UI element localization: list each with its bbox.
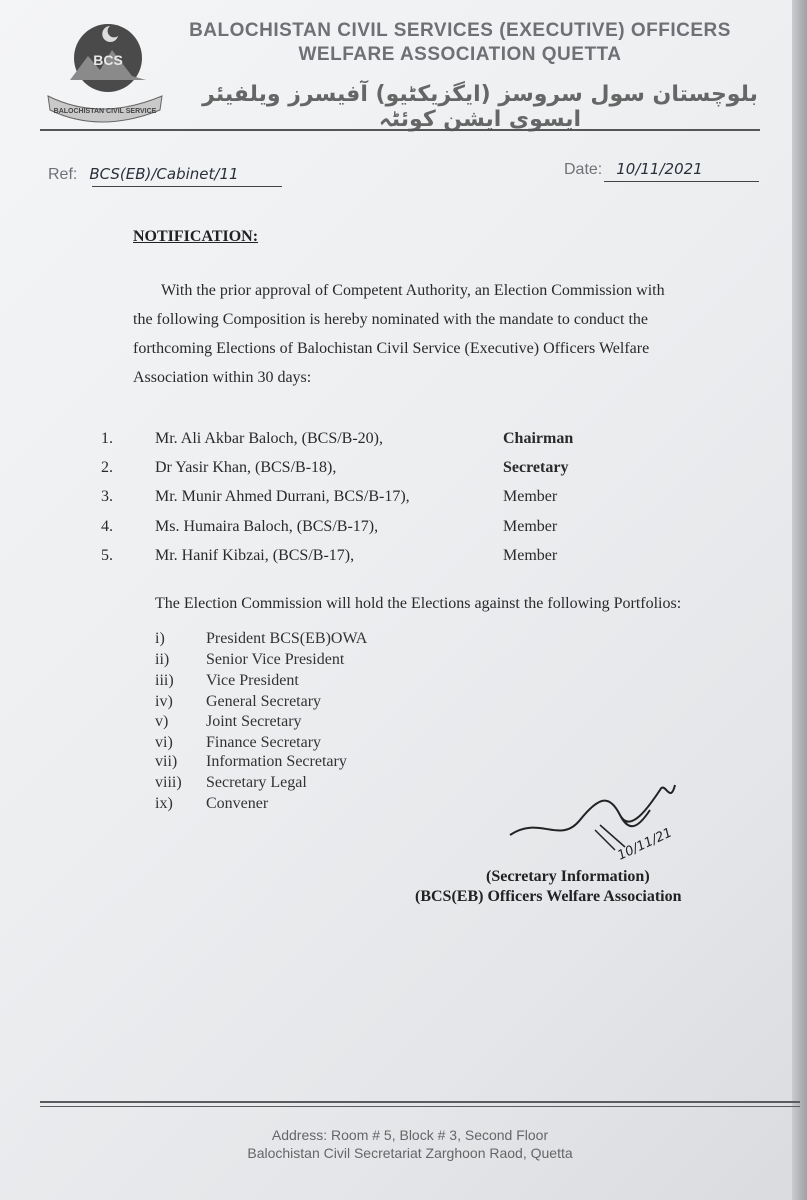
member-role: Member <box>503 547 558 564</box>
portfolio-item <box>0 753 807 774</box>
member-number: 4. <box>101 518 113 535</box>
portfolio-name: Finance Secretary <box>206 734 322 751</box>
member-row <box>0 547 807 571</box>
member-name: Dr Yasir Khan, (BCS/B-18), <box>155 459 337 476</box>
member-row <box>0 459 807 483</box>
member-name: Mr. Ali Akbar Baloch, (BCS/B-20), <box>155 430 383 447</box>
portfolio-number: ix) <box>155 795 173 812</box>
paragraph-line: Association within 30 days: <box>133 369 312 386</box>
portfolio-item <box>0 651 807 672</box>
portfolio-number: iv) <box>155 693 173 710</box>
paper-edge <box>792 0 807 1200</box>
paragraph-line: With the prior approval of Competent Authority, an Election Commission with <box>161 282 665 299</box>
member-role: Member <box>503 488 558 505</box>
member-number: 1. <box>101 430 113 447</box>
ref-underline <box>92 186 282 187</box>
portfolio-number: i) <box>155 630 165 647</box>
member-number: 5. <box>101 547 113 564</box>
signatory-organization: (BCS(EB) Officers Welfare Association <box>415 888 682 905</box>
footer-address-line-1: Address: Room # 5, Block # 3, Second Floor <box>271 1127 549 1143</box>
signatory-title: (Secretary Information) <box>486 868 650 885</box>
org-name-line-1: BALOCHISTAN CIVIL SERVICES (EXECUTIVE) OFFICERS <box>189 20 731 41</box>
footer-divider <box>40 1101 800 1103</box>
member-number: 3. <box>101 488 113 505</box>
signature-date: 10/11/21 <box>615 825 675 864</box>
portfolio-name: Convener <box>206 795 269 812</box>
ref-value: BCS(EB)/Cabinet/11 <box>89 165 239 183</box>
portfolios-intro: The Election Commission will hold the Elections against the following Portfolios: <box>155 595 682 612</box>
portfolio-name: President BCS(EB)OWA <box>206 630 368 647</box>
member-role: Member <box>503 518 558 535</box>
notification-paragraph <box>133 276 733 392</box>
member-row <box>0 430 807 454</box>
notification-heading: NOTIFICATION: <box>133 228 259 245</box>
member-name: Mr. Munir Ahmed Durrani, BCS/B-17), <box>155 488 410 505</box>
portfolio-number: viii) <box>155 774 182 791</box>
date-label: Date: <box>564 161 603 178</box>
portfolio-item <box>0 693 807 714</box>
org-name-urdu: بلوچستان سول سروسز (ایگزیکٹیو) آفیسرز ویلفیئر ایسوی ایشن کوئٹہ <box>202 82 758 132</box>
portfolio-name: Senior Vice President <box>206 651 345 668</box>
member-role: Chairman <box>503 430 574 447</box>
member-role: Secretary <box>503 459 569 476</box>
seal-text: BALOCHISTAN CIVIL SERVICE <box>53 108 157 115</box>
member-row <box>0 518 807 542</box>
portfolio-name: Joint Secretary <box>206 713 302 730</box>
ref-field <box>48 165 239 184</box>
portfolio-name: Vice President <box>206 672 299 689</box>
portfolio-number: iii) <box>155 672 174 689</box>
paragraph-line: forthcoming Elections of Balochistan Civil Service (Executive) Officers Welfare <box>133 340 650 357</box>
footer-divider-thin <box>40 1106 800 1107</box>
portfolio-item <box>0 672 807 693</box>
portfolio-item <box>0 713 807 734</box>
handwritten-signature <box>500 775 730 875</box>
org-name-line-2: WELFARE ASSOCIATION QUETTA <box>298 44 622 65</box>
portfolio-name: General Secretary <box>206 693 322 710</box>
date-underline <box>604 181 759 182</box>
bcs-logo <box>40 10 170 130</box>
header-divider <box>40 129 760 131</box>
portfolio-item <box>0 734 807 755</box>
logo-text: BCS <box>93 52 123 68</box>
paragraph-line: the following Composition is hereby nominated with the mandate to conduct the <box>133 311 649 328</box>
portfolio-name: Secretary Legal <box>206 774 307 791</box>
ref-label: Ref: <box>48 166 78 183</box>
portfolio-number: vi) <box>155 734 173 751</box>
member-row <box>0 488 807 512</box>
portfolio-number: v) <box>155 713 169 730</box>
date-field <box>564 160 703 179</box>
member-name: Mr. Hanif Kibzai, (BCS/B-17), <box>155 547 355 564</box>
portfolio-number: vii) <box>155 753 178 770</box>
member-name: Ms. Humaira Baloch, (BCS/B-17), <box>155 518 379 535</box>
member-number: 2. <box>101 459 113 476</box>
portfolio-name: Information Secretary <box>206 753 347 770</box>
portfolio-number: ii) <box>155 651 170 668</box>
portfolio-item <box>0 630 807 651</box>
date-value: 10/11/2021 <box>616 160 703 178</box>
footer-address-line-2: Balochistan Civil Secretariat Zarghoon Raod, Quetta <box>247 1145 573 1161</box>
